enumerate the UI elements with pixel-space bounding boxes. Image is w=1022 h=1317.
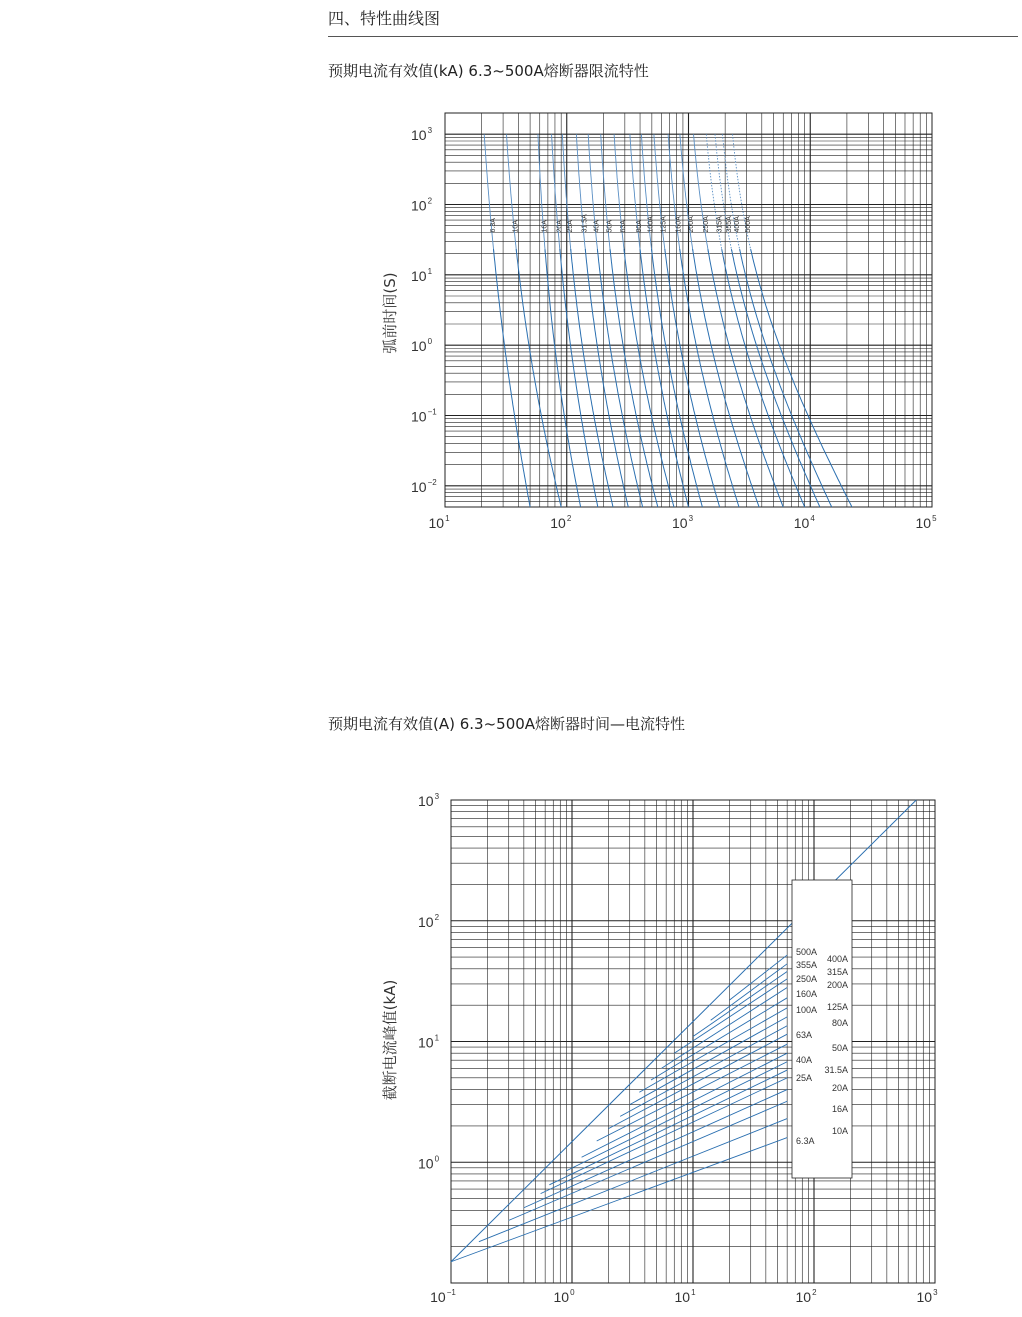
chart2-grid	[451, 800, 935, 1283]
chart2-legend-right-315A: 315A	[826, 967, 848, 977]
chart2-legend-left-100A: 100A	[796, 1005, 818, 1015]
chart1-curve-label-40A: 40A	[593, 220, 601, 233]
chart2-legend	[792, 880, 852, 1178]
chart2-x-tick: $10^3$	[916, 1288, 938, 1305]
chart2-curve-315A	[674, 979, 787, 1053]
chart1-curve-label-200A: 200A	[688, 216, 696, 233]
chart1-x-tick: $10^2$	[550, 514, 572, 531]
chart2-title: 预期电流有效值(A) 6.3~500A熔断器时间—电流特性	[328, 715, 686, 733]
chart1-y-axis-label: 弧前时间(S)	[381, 272, 399, 354]
chart2-curve-160A	[639, 1008, 787, 1092]
chart2-x-tick: $10^2$	[795, 1288, 817, 1305]
chart2-curve-80A	[608, 1034, 787, 1128]
chart2-legend-right-400A: 400A	[826, 954, 848, 964]
chart1-y-tick: $10^0$	[411, 337, 433, 355]
section-title: 四、特性曲线图	[328, 9, 441, 28]
chart2-y-tick: $10^0$	[418, 1154, 440, 1172]
chart2-y-tick: $10^1$	[418, 1033, 440, 1051]
chart1-curve-label-25A: 25A	[567, 220, 575, 233]
chart2-legend-right-20A: 20A	[831, 1083, 848, 1093]
chart2-curve-20A	[524, 1090, 787, 1208]
chart2-y-tick: $10^2$	[418, 912, 440, 930]
chart2-legend-left-500A: 500A	[796, 947, 818, 957]
chart1-curve-label-100A: 100A	[647, 216, 655, 233]
chart2-legend-right-31.5A: 31.5A	[824, 1065, 848, 1075]
chart2-x-tick: $10^0$	[553, 1288, 575, 1305]
chart2-curve-6.3A	[451, 1138, 787, 1262]
chart2-legend-right-10A: 10A	[831, 1126, 848, 1136]
chart2-x-tick: $10^{-1}$	[430, 1288, 456, 1305]
chart2-x-ticks	[430, 1288, 938, 1305]
chart1-curve-label-50A: 50A	[606, 220, 614, 233]
chart1-curve-label-10A: 10A	[512, 220, 520, 233]
chart2-legend-left-25A: 25A	[796, 1073, 813, 1083]
chart2-curve-250A	[662, 988, 788, 1069]
chart1-curve-label-125A: 125A	[660, 216, 668, 233]
chart1-curve-label-16A: 16A	[541, 220, 549, 233]
chart2-y-tick: $10^3$	[418, 792, 440, 809]
chart1-curve-label-355A: 355A	[726, 216, 734, 233]
chart2-legend-left-160A: 160A	[796, 989, 818, 999]
chart2-legend-right-16A: 16A	[831, 1104, 848, 1114]
chart1-curve-label-80A: 80A	[636, 220, 644, 233]
chart1-y-tick: $10^{-1}$	[411, 407, 437, 425]
chart2-legend-left-63A: 63A	[796, 1030, 813, 1040]
chart1-curve-label-315A: 315A	[716, 216, 724, 233]
chart2-legend-right-200A: 200A	[826, 980, 848, 990]
chart2-legend-right-125A: 125A	[826, 1002, 848, 1012]
chart1-x-tick: $10^3$	[671, 514, 694, 531]
chart1-x-tick: $10^1$	[428, 514, 450, 531]
chart1-curve-label-20A: 20A	[556, 220, 564, 233]
chart2-legend-left-40A: 40A	[796, 1055, 813, 1065]
chart1-curve-label-400A: 400A	[734, 216, 742, 233]
chart2-curve-50A	[582, 1053, 788, 1157]
chart2-legend-right-50A: 50A	[831, 1043, 848, 1053]
chart1-curve-label-63A: 63A	[620, 220, 628, 233]
chart2-legend-left-6.3A: 6.3A	[796, 1136, 815, 1146]
chart1-curve-label-6.3A: 6.3A	[489, 218, 497, 233]
chart2-curve-10A	[479, 1119, 787, 1242]
chart2-legend-left-355A: 355A	[796, 960, 818, 970]
chart2-y-axis-label: 截断电流峰值(kA)	[381, 979, 399, 1101]
chart1-title: 预期电流有效值(kA) 6.3~500A熔断器限流特性	[328, 62, 649, 80]
chart2-curve-16A	[509, 1101, 787, 1220]
chart2-legend-right-80A: 80A	[831, 1018, 848, 1028]
chart2-curve-63A	[597, 1044, 787, 1141]
chart1-y-tick: $10^2$	[411, 196, 433, 214]
chart2-y-ticks	[418, 792, 440, 1171]
chart1-y-tick: $10^3$	[411, 126, 433, 144]
chart2-legend-left-250A: 250A	[796, 974, 818, 984]
chart1-x-tick: $10^5$	[915, 514, 937, 531]
chart1-curve-label-31.5A: 31.5A	[581, 214, 589, 233]
chart1-curve-label-160A: 160A	[675, 216, 683, 233]
chart1-curve-label-250A: 250A	[703, 216, 711, 233]
chart2-x-tick: $10^1$	[674, 1288, 696, 1305]
chart1-x-tick: $10^4$	[793, 514, 815, 531]
chart2-curve-200A	[651, 998, 787, 1080]
chart1-y-tick: $10^{-2}$	[411, 477, 437, 495]
chart1-y-tick: $10^1$	[411, 266, 433, 284]
chart1-curve-label-500A: 500A	[745, 216, 753, 233]
